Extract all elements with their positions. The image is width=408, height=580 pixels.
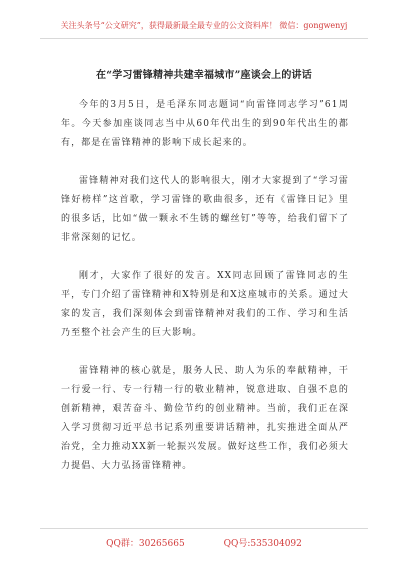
document-body xyxy=(61,96,349,495)
paragraph-3: 刚才，大家作了很好的发言。XX同志回顾了雷锋同志的生平，专门介绍了雷锋精神和X特别是和X这座城市的关系。通过大家的发言，我们深刻体会到雷锋精神对我们的工作、学习和生活乃至整个社会产生的巨大影响。 xyxy=(61,271,349,338)
page-header: 关注头条号“公文研究”，获得最新最全最专业的公文资料库！ 微信：gongwenyj xyxy=(60,21,348,30)
header-divider xyxy=(40,38,368,39)
paragraph-4: 雷锋精神的核心就是，服务人民、助人为乐的奉献精神，干一行爱一行、专一行精一行的敬业精神，锐意进取、自强不息的创新精神，艰苦奋斗、勤俭节约的创业精神。当前，我们正在深入学习贯彻习近平总书记系列重要讲话精神，扎实推进全面从严治党，全力推动XX新一轮振兴发展。做好这些工作，我们必须大力提倡、大力弘扬雷锋精神。 xyxy=(61,366,349,471)
footer-divider xyxy=(40,528,368,529)
paragraph-1: 今年的3月5日，是毛泽东同志题词“向雷锋同志学习”61周年。今天参加座谈同志当中从60年代出生的到90年代出生的都有，都是在雷锋精神的影响下成长起来的。 xyxy=(61,100,349,148)
document-title: 在“学习雷锋精神共建幸福城市”座谈会上的讲话 xyxy=(96,70,312,81)
paragraph-2: 雷锋精神对我们这代人的影响很大，刚才大家提到了“学习雷锋好榜样”这首歌，学习雷锋的歌曲很多，还有《雷锋日记》里的很多话，比如“做一颗永不生锈的螺丝钉”等等，给我们留下了非常深刻的记忆。 xyxy=(61,176,349,243)
page-footer xyxy=(0,536,408,549)
qq-group-text: QQ群：30265665 xyxy=(106,539,185,549)
qq-number-text: QQ号:535304092 xyxy=(223,539,302,549)
